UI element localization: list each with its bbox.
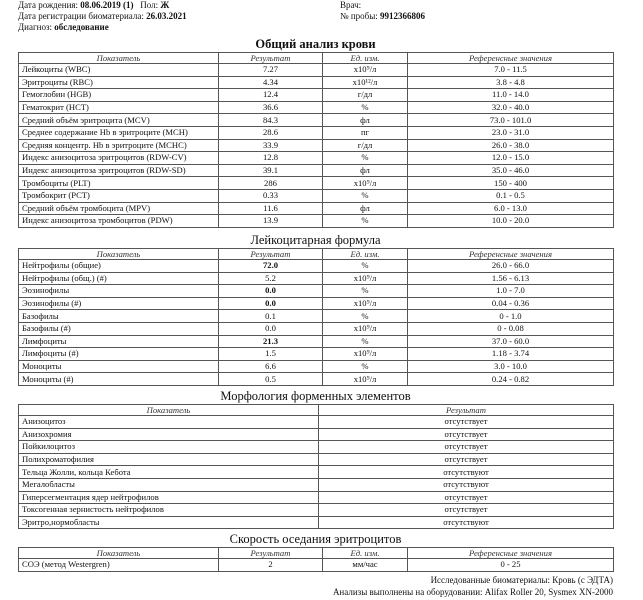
table-row <box>19 139 614 152</box>
morph-title: Морфология форменных элементов <box>220 389 411 403</box>
cell-result: 12.8 <box>219 152 323 165</box>
col-header: Показатель <box>19 249 219 260</box>
table-row <box>19 373 614 386</box>
cell-result: 1.5 <box>219 348 323 361</box>
col-header: Результат <box>219 53 323 64</box>
cell-ref: 1.18 - 3.74 <box>408 348 614 361</box>
cell-ref: 32.0 - 40.0 <box>408 101 614 114</box>
table-row <box>19 310 614 323</box>
cell-result: 21.3 <box>219 335 323 348</box>
table-row <box>19 189 614 202</box>
diagnosis-line: Диагноз: обследование <box>18 22 109 32</box>
cell-ref: 0.1 - 0.5 <box>408 189 614 202</box>
cell-name: Индекс анизоцитоза эритроцитов (RDW-CV) <box>19 152 219 165</box>
table-row <box>19 416 614 429</box>
col-header: Показатель <box>19 548 219 559</box>
cell-ref: 12.0 - 15.0 <box>408 152 614 165</box>
col-header: Результат <box>219 548 323 559</box>
cell-ref: 1.0 - 7.0 <box>408 285 614 298</box>
table-row <box>19 516 614 529</box>
cell-name: Гемоглобин (HGB) <box>19 89 219 102</box>
cell-ref: 35.0 - 46.0 <box>408 164 614 177</box>
cell-result: отсутствует <box>319 453 614 466</box>
sample-line: № пробы: 9912366806 <box>340 11 426 21</box>
table-row <box>19 89 614 102</box>
esr-header-row <box>19 548 614 559</box>
cell-name: Гематокрит (HCT) <box>19 101 219 114</box>
cbc-table <box>18 52 614 228</box>
cell-unit: x10⁹/л <box>323 373 408 386</box>
cell-result: отсутствует <box>319 441 614 454</box>
cell-unit: x10⁹/л <box>323 348 408 361</box>
table-row <box>19 64 614 77</box>
table-row <box>19 101 614 114</box>
cell-name: Средний объём тромбоцита (MPV) <box>19 202 219 215</box>
cell-unit: % <box>323 285 408 298</box>
cell-result: 6.6 <box>219 360 323 373</box>
table-row <box>19 202 614 215</box>
cell-result: 36.6 <box>219 101 323 114</box>
cell-result: 0.0 <box>219 322 323 335</box>
cell-result: 12.4 <box>219 89 323 102</box>
cell-name: Пойкилоцитоз <box>19 441 319 454</box>
cell-unit: % <box>323 215 408 228</box>
cell-name: Токсогенная зернистость нейтрофилов <box>19 504 319 517</box>
cell-ref: 0 - 1.0 <box>408 310 614 323</box>
cell-name: СОЭ (метод Westergren) <box>19 559 219 572</box>
cell-result: 0.1 <box>219 310 323 323</box>
cbc-title: Общий анализ крови <box>255 37 376 51</box>
cell-result: 5.2 <box>219 272 323 285</box>
cell-ref: 73.0 - 101.0 <box>408 114 614 127</box>
cell-unit: % <box>323 152 408 165</box>
cell-unit: x10⁹/л <box>323 272 408 285</box>
cell-name: Лейкоциты (WBC) <box>19 64 219 77</box>
cell-unit: фл <box>323 114 408 127</box>
col-header: Ед. изм. <box>323 249 408 260</box>
patient-dob-line: Дата рождения: 08.06.2019 (1) Пол: Ж <box>18 0 170 10</box>
table-row <box>19 215 614 228</box>
table-row <box>19 478 614 491</box>
cell-result: 84.3 <box>219 114 323 127</box>
table-row <box>19 360 614 373</box>
cell-name: Базофилы <box>19 310 219 323</box>
cell-ref: 0 - 0.08 <box>408 322 614 335</box>
cell-ref: 0.24 - 0.82 <box>408 373 614 386</box>
cell-name: Тромбоциты (PLT) <box>19 177 219 190</box>
cell-ref: 150 - 400 <box>408 177 614 190</box>
col-header: Результат <box>319 405 614 416</box>
cell-name: Средний объём эритроцита (MCV) <box>19 114 219 127</box>
cell-ref: 26.0 - 38.0 <box>408 139 614 152</box>
table-row <box>19 285 614 298</box>
cell-unit: x10⁹/л <box>323 297 408 310</box>
cell-name: Нейтрофилы (общие) <box>19 260 219 273</box>
table-row <box>19 559 614 572</box>
cell-name: Эозинофилы (#) <box>19 297 219 310</box>
cell-name: Гиперсегментация ядер нейтрофилов <box>19 491 319 504</box>
cell-unit: % <box>323 260 408 273</box>
cell-ref: 11.0 - 14.0 <box>408 89 614 102</box>
cell-result: отсутствует <box>319 416 614 429</box>
morph-header-row <box>19 405 614 416</box>
cell-unit: x10⁹/л <box>323 177 408 190</box>
diagnosis-value: обследование <box>54 22 109 32</box>
cell-unit: x10¹²/л <box>323 76 408 89</box>
cell-result: 4.34 <box>219 76 323 89</box>
cell-ref: 7.0 - 11.5 <box>408 64 614 77</box>
table-row <box>19 322 614 335</box>
cell-result: 39.1 <box>219 164 323 177</box>
cell-name: Базофилы (#) <box>19 322 219 335</box>
table-row <box>19 164 614 177</box>
cell-ref: 3.0 - 10.0 <box>408 360 614 373</box>
patient-dob: 08.06.2019 (1) <box>80 0 134 10</box>
cell-unit: фл <box>323 164 408 177</box>
col-header: Результат <box>219 249 323 260</box>
cell-unit: % <box>323 310 408 323</box>
cell-unit: x10⁹/л <box>323 322 408 335</box>
cell-unit: % <box>323 101 408 114</box>
table-row <box>19 114 614 127</box>
table-row <box>19 335 614 348</box>
registration-line: Дата регистрации биоматериала: 26.03.2021 <box>18 11 187 21</box>
cell-result: 7.27 <box>219 64 323 77</box>
cell-result: отсутствует <box>319 504 614 517</box>
cell-name: Индекс анизоцитоза тромбоцитов (PDW) <box>19 215 219 228</box>
col-header: Референсные значения <box>408 548 614 559</box>
cell-result: 286 <box>219 177 323 190</box>
esr-title: Скорость оседания эритроцитов <box>229 532 402 546</box>
cell-result: отсутствуют <box>319 478 614 491</box>
cell-name: Эритро,нормобласты <box>19 516 319 529</box>
cell-ref: 26.0 - 66.0 <box>408 260 614 273</box>
sample-number: 9912366806 <box>380 11 426 21</box>
col-header: Ед. изм. <box>323 548 408 559</box>
cell-result: 72.0 <box>219 260 323 273</box>
cell-result: 33.9 <box>219 139 323 152</box>
table-row <box>19 466 614 479</box>
doctor-line: Врач: <box>340 0 362 10</box>
table-row <box>19 491 614 504</box>
cell-result: отсутствуют <box>319 466 614 479</box>
cell-name: Тромбокрит (PCT) <box>19 189 219 202</box>
cell-name: Моноциты (#) <box>19 373 219 386</box>
cell-unit: пг <box>323 126 408 139</box>
cell-ref: 37.0 - 60.0 <box>408 335 614 348</box>
leuko-table <box>18 248 614 386</box>
cell-ref: 6.0 - 13.0 <box>408 202 614 215</box>
col-header: Показатель <box>19 53 219 64</box>
cell-result: 0.0 <box>219 285 323 298</box>
cell-unit: г/дл <box>323 89 408 102</box>
col-header: Референсные значения <box>408 249 614 260</box>
cell-name: Тельца Жолли, кольца Кебота <box>19 466 319 479</box>
cell-ref: 10.0 - 20.0 <box>408 215 614 228</box>
cell-ref: 1.56 - 6.13 <box>408 272 614 285</box>
table-row <box>19 504 614 517</box>
leuko-header-row <box>19 249 614 260</box>
esr-table <box>18 547 614 572</box>
cell-unit: % <box>323 335 408 348</box>
cell-unit: % <box>323 360 408 373</box>
table-row <box>19 428 614 441</box>
cell-name: Мегалобласты <box>19 478 319 491</box>
col-header: Референсные значения <box>408 53 614 64</box>
registration-date: 26.03.2021 <box>146 11 187 21</box>
cell-name: Эозинофилы <box>19 285 219 298</box>
cell-unit: фл <box>323 202 408 215</box>
table-row <box>19 348 614 361</box>
cell-name: Лимфоциты (#) <box>19 348 219 361</box>
cell-name: Анизоцитоз <box>19 416 319 429</box>
cbc-header-row <box>19 53 614 64</box>
table-row <box>19 126 614 139</box>
leuko-title: Лейкоцитарная формула <box>250 233 381 247</box>
cell-name: Эритроциты (RBC) <box>19 76 219 89</box>
col-header: Показатель <box>19 405 319 416</box>
table-row <box>19 441 614 454</box>
table-row <box>19 272 614 285</box>
table-row <box>19 453 614 466</box>
cell-result: отсутствует <box>319 491 614 504</box>
cell-unit: % <box>323 189 408 202</box>
biomaterial-note: Исследованные биоматериалы: Кровь (с ЭДТА) <box>430 575 613 585</box>
table-row <box>19 76 614 89</box>
cell-name: Средняя концентр. Hb в эритроците (MCHC) <box>19 139 219 152</box>
cell-name: Моноциты <box>19 360 219 373</box>
cell-result: 28.6 <box>219 126 323 139</box>
col-header: Ед. изм. <box>323 53 408 64</box>
cell-name: Индекс анизоцитоза эритроцитов (RDW-SD) <box>19 164 219 177</box>
cell-name: Среднее содержание Hb в эритроците (MCH) <box>19 126 219 139</box>
morph-table <box>18 404 614 529</box>
cell-result: 11.6 <box>219 202 323 215</box>
table-row <box>19 152 614 165</box>
cell-unit: мм/час <box>323 559 408 572</box>
cell-result: 0.5 <box>219 373 323 386</box>
cell-unit: x10⁹/л <box>323 64 408 77</box>
cell-ref: 3.8 - 4.8 <box>408 76 614 89</box>
cell-result: отсутствуют <box>319 516 614 529</box>
cell-result: 13.9 <box>219 215 323 228</box>
equipment-note: Анализы выполнены на оборудовании: Alifax Roller 20, Sysmex XN-2000 <box>332 587 613 597</box>
table-row <box>19 177 614 190</box>
patient-sex: Ж <box>160 0 170 10</box>
cell-name: Полихроматофилия <box>19 453 319 466</box>
cell-unit: г/дл <box>323 139 408 152</box>
cell-ref: 0 - 25 <box>408 559 614 572</box>
cell-result: отсутствует <box>319 428 614 441</box>
cell-name: Лимфоциты <box>19 335 219 348</box>
cell-ref: 23.0 - 31.0 <box>408 126 614 139</box>
cell-result: 0.33 <box>219 189 323 202</box>
cell-result: 0.0 <box>219 297 323 310</box>
cell-ref: 0.04 - 0.36 <box>408 297 614 310</box>
table-row <box>19 297 614 310</box>
cell-name: Нейтрофилы (общ.) (#) <box>19 272 219 285</box>
cell-name: Анизохромия <box>19 428 319 441</box>
cell-result: 2 <box>219 559 323 572</box>
table-row <box>19 260 614 273</box>
